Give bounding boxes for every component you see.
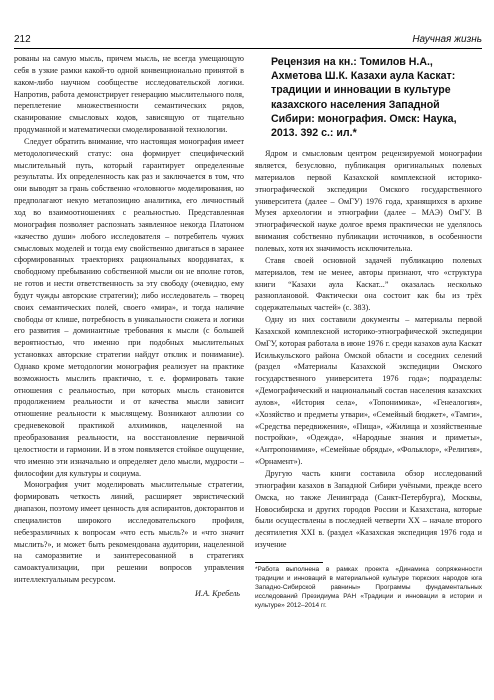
footnote-rule [255,562,323,563]
left-paragraph-3: Монография учит моделировать мыслительные стратегии, формировать четкость линий, расширяет эвристический диапазон, поэтому имеет ценность для аспирантов, докторантов и специалистов широкого исследовательского профиля, небезразличных к вопросам «что есть мысль?» и «что значит мыслить?», и может быть рекомендована аудитории, нацеленной на саморазвитие и заинтересованной в стратегиях самоактуализации, при решении вопросов управления интеллектуальным ресурсом. [14,480,244,585]
left-paragraph-2: Следует обратить внимание, что настоящая монография имеет методологический статус: она формирует специфический мыслительный путь, который гарантирует определенные результаты. Их определенность как раз и заключается в том, что они выводят за грань собственно «головного» моделирования, но предполагают некую метапозицию аналитика, его личностный ход во взаимоотношениях с реальностью. Представленная монография позволяет распознать заявленное некогда Платоном «качество души» любого исследователя – потребитель чужих смысловых моделей и тогда ему свойственно двигаться в заранее сформированных траекториях рациональных координатах, к свободному пребыванию собственной мысли он не вполне готов, не готов и нести ответственность за эту свободу (очевидно, ему будут чужды авторские стратегии); либо исследователь – творец своих семантических полей, своего «мира», и тогда наличие свободы от клише, потребность в уникальности сюжета и логики его развития – доминантные требования к мысли (с большей вероятностью, что именно при подобных мыслительных установках авторские стратегии найдут отклик и понимание). Однако кроме методологии монография реализует на практике возможность мыслить практично, т. е. формировать такие отношения с реальностью, при которых мысль становится продолжением реальности и от качества мысли зависит отношение реальности к мыслящему. Возникают аллюзии со средневековой практикой алхимиков, нацеленной на преобразования реальности, на восстановление первичной целостности и гармонии. И в этом появляется стойкое ощущение, что именно эти изначально и определяет дело мысли, мудрости – философии для культуры и социума. [14,136,244,478]
right-paragraph-4: Другую часть книги составила обзор исследований этнографии казахов в Западной Сибири учёными, прежде всего Омска, но также Ленинграда (Санкт-Петербурга), Москвы, Новосибирска и других городов России и Казахстана, которые были осуществлены в последней четверти XX – начале второго десятилетия XXI в. (раздел «Казахская экспедиция 1976 года и изучение [255,469,482,550]
left-paragraph-1: рованы на самую мысль, причем мысль, не всегда умещающую себя в узкие рамки какой-то одной конвенционально принятой в каком-либо научном сообществе исследовательской логики. Напротив, работа демонстрирует генерацию мыслительного поля, переплетение множественности семантических рядов, сканирование смысловых кодов, зависящую от тщательно продуманной и математически смоделированной технологии. [14,54,244,135]
page-header [14,31,482,48]
page-number: 212 [14,34,31,45]
journal-title: Научная жизнь [412,34,482,45]
review-heading: Рецензия на кн.: Томилов Н.А., Ахметова Ш.К. Казахи аула Каскат: традиции и инновации в культуре казахского населения Западной Сибири: монография. Омск: Наука, 2013. 392 с.: ил.* [271,56,457,140]
footnote: *Работа выполнена в рамках проекта «Динамика сопряженности традиции и инноваций в материальной культуре тюркских народов юга Западно-Сибирской равнины» Программы фундаментальных исследований Президиума РАН «Традиции и инновации в истории и культуре» 2012–2014 гг. [255,565,482,609]
review-author-signature: И.А. Кребель [195,588,240,598]
right-paragraph-2: Ставя своей основной задачей публикацию полевых материалов, тем не менее, авторы признают, что «структура книги “Казахи аула Каскат...” оказалась несколько разноплановой. Фактически она состоит как бы из трёх содержательных частей» (с. 383). [255,255,482,313]
header-rule [14,48,482,49]
left-column [14,53,244,685]
right-paragraph-3: Одну из них составили документы – материалы первой Казахской комплексной историко-этнографической экспедиции ОмГУ, которая работала в июне 1976 г. среди казахов аула Каскат Исилькульского района Омской области и соседних селений (раздел «Материалы Казахской экспедиции Омского государственного университета 1976 года»; подразделы: «Демографический и национальный состав населения казахских аулов», «История села», «Топонимика», «Генеалогия», «Хозяйство и предметы утвари», «Семейный бюджет», «Тамги», «Средства передвижения», «Пища», «Жилища и хозяйственные постройки», «Одежда», «Народные знания и приметы», «Антропонимия», «Семейные обряды», «Фольклор», «Религия», «Орнамент»). [255,315,482,467]
right-paragraph-1: Ядром и смысловым центром рецензируемой монографии является, безусловно, публикация оригинальных полевых материалов первой Казахской комплексной историко-этнографической экспедиции Омского государственного университета (далее – ОмГУ) 1976 года, хранящихся в архиве Музея археологии и этнографии (далее – МАЭ) ОмГУ. В этнографической науке долгое время практически не уделялось внимания собственно публикации источников, в особенности полевых, хотя их значимость исключительна. [255,149,482,253]
right-column [255,53,482,685]
